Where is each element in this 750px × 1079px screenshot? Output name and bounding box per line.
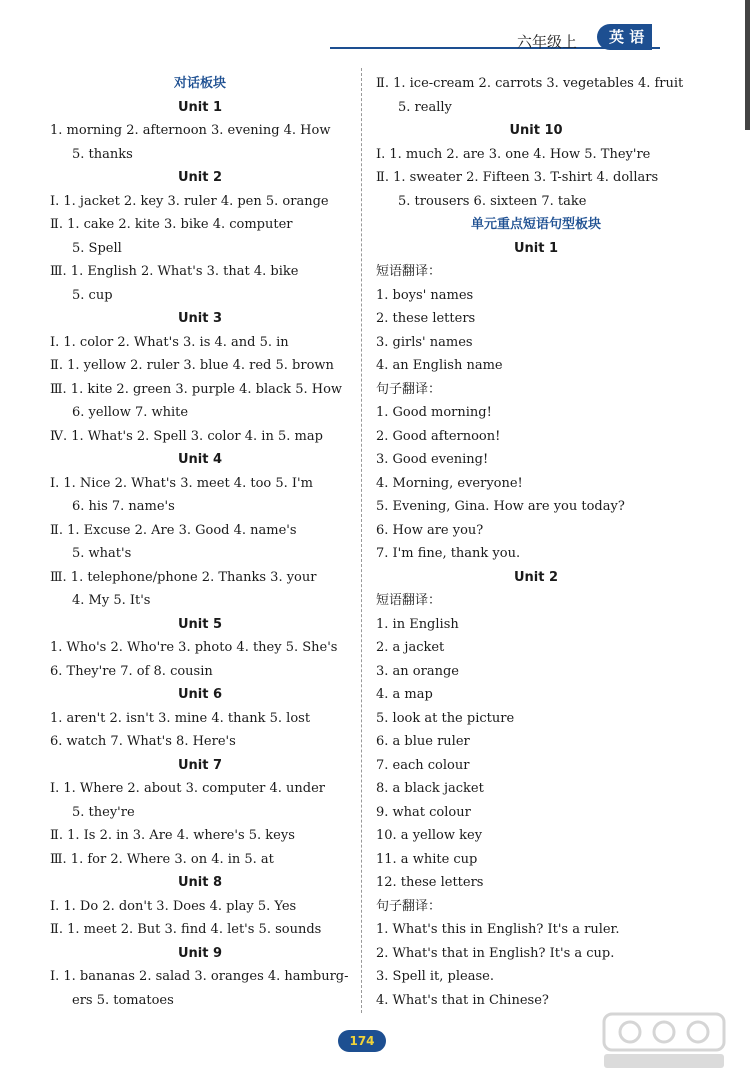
right-answer-line: 8. a black jacket — [376, 781, 484, 796]
right-subheading: 短语翻译： — [376, 264, 442, 279]
header-grade: 六年级上 — [517, 33, 578, 51]
left-answer-line: Ⅲ. 1. telephone/phone 2. Thanks 3. your — [50, 569, 317, 585]
right-subheading: 短语翻译： — [376, 593, 442, 608]
right-unit-heading: Unit 2 — [513, 569, 559, 585]
right-answer-line: 6. How are you? — [376, 522, 484, 538]
right-answer-line: 1. Good morning! — [376, 405, 492, 420]
left-answer-line: 1. morning 2. afternoon 3. evening 4. How — [50, 123, 331, 138]
left-unit-heading: Unit 9 — [177, 945, 223, 961]
right-unit-heading: Unit 10 — [509, 123, 563, 138]
left-answer-line: 5. thanks — [72, 146, 133, 162]
left-answer-line: 5. they're — [72, 804, 135, 820]
right-answer-line: Ⅱ. 1. sweater 2. Fifteen 3. T-shirt 4. dollars — [376, 170, 659, 185]
right-answer-line: 3. Good evening! — [376, 452, 489, 467]
column-divider — [361, 68, 362, 1013]
left-column — [50, 72, 350, 1012]
right-answer-line: 1. What's this in English? It's a ruler. — [376, 922, 620, 937]
left-unit-heading: Unit 1 — [177, 99, 223, 115]
right-answer-line: 4. a map — [376, 687, 433, 702]
right-subheading: 句子翻译： — [376, 898, 442, 914]
right-answer-line: 5. Evening, Gina. How are you today? — [376, 499, 625, 514]
left-unit-heading: Unit 2 — [177, 170, 223, 185]
watermark-logo — [600, 1010, 730, 1072]
right-answer-line: 11. a white cup — [376, 851, 478, 867]
left-answer-line: Ⅰ. 1. bananas 2. salad 3. oranges 4. hamburg- — [50, 969, 349, 984]
left-answer-line: Ⅲ. 1. kite 2. green 3. purple 4. black 5. How — [50, 381, 343, 397]
right-answer-line: 2. Good afternoon! — [376, 428, 501, 444]
left-answer-line: Ⅱ. 1. cake 2. kite 3. bike 4. computer — [50, 217, 293, 232]
left-answer-line: 5. cup — [72, 287, 113, 303]
left-answer-line: ers 5. tomatoes — [72, 992, 174, 1008]
right-answer-line: 3. Spell it, please. — [376, 969, 494, 984]
left-answer-line: 6. They're 7. of 8. cousin — [50, 663, 213, 679]
right-answer-line: 4. an English name — [376, 358, 503, 373]
left-answer-line: Ⅱ. 1. meet 2. But 3. find 4. let's 5. sounds — [50, 922, 322, 937]
left-answer-line: 1. aren't 2. isn't 3. mine 4. thank 5. lost — [50, 710, 311, 726]
left-answer-line: Ⅲ. 1. for 2. Where 3. on 4. in 5. at — [50, 851, 274, 867]
left-answer-line: 5. what's — [72, 546, 132, 561]
left-answer-line: Ⅱ. 1. Is 2. in 3. Are 4. where's 5. keys — [50, 828, 295, 843]
right-answer-line: 5. look at the picture — [376, 710, 515, 726]
left-answer-line: 1. Who's 2. Who're 3. photo 4. they 5. She's — [50, 640, 338, 655]
right-answer-line: 3. girls' names — [376, 334, 473, 350]
left-unit-heading: Unit 3 — [177, 311, 223, 326]
left-answer-line: Ⅲ. 1. English 2. What's 3. that 4. bike — [50, 264, 299, 279]
left-answer-line: Ⅰ. 1. jacket 2. key 3. ruler 4. pen 5. orange — [50, 193, 329, 209]
right-answer-line: 2. What's that in English? It's a cup. — [376, 945, 615, 961]
right-answer-line: 10. a yellow key — [376, 828, 483, 843]
left-answer-line: Ⅱ. 1. yellow 2. ruler 3. blue 4. red 5. brown — [50, 358, 334, 373]
left-answer-line: 6. watch 7. What's 8. Here's — [50, 734, 236, 749]
right-answer-line: 7. I'm fine, thank you. — [376, 546, 521, 561]
left-unit-heading: Unit 5 — [177, 616, 223, 632]
left-answer-line: Ⅰ. 1. color 2. What's 3. is 4. and 5. in — [50, 334, 289, 350]
right-answer-line: 5. trousers 6. sixteen 7. take — [398, 193, 587, 209]
left-answer-line: 5. Spell — [72, 240, 122, 256]
right-answer-line: 12. these letters — [376, 875, 484, 890]
left-answer-line: Ⅱ. 1. Excuse 2. Are 3. Good 4. name's — [50, 522, 297, 538]
right-answer-line: 2. these letters — [376, 311, 476, 326]
right-section-heading: 单元重点短语句型板块 — [470, 217, 601, 232]
right-subheading: 句子翻译： — [376, 381, 442, 397]
left-answer-line: 4. My 5. It's — [72, 593, 151, 608]
right-answer-line: 1. boys' names — [376, 287, 474, 303]
right-unit-heading: Unit 1 — [513, 240, 559, 256]
right-answer-line: Ⅱ. 1. ice-cream 2. carrots 3. vegetables 4. fruit — [376, 76, 684, 91]
right-answer-line: 4. What's that in Chinese? — [376, 992, 549, 1008]
right-answer-line: 5. really — [398, 99, 452, 115]
right-answer-line: 9. what colour — [376, 804, 471, 820]
left-answer-line: Ⅰ. 1. Do 2. don't 3. Does 4. play 5. Yes — [50, 898, 297, 914]
right-answer-line: Ⅰ. 1. much 2. are 3. one 4. How 5. They're — [376, 146, 651, 162]
left-unit-heading: Unit 4 — [177, 452, 223, 467]
header-subject-badge: 英 语 — [597, 24, 652, 50]
left-unit-heading: Unit 7 — [177, 757, 223, 773]
right-answer-line: 6. a blue ruler — [376, 734, 470, 749]
left-answer-line: 6. yellow 7. white — [72, 405, 189, 420]
right-answer-line: 4. Morning, everyone! — [376, 475, 523, 491]
left-answer-line: 6. his 7. name's — [72, 499, 175, 514]
page-number: 174 — [338, 1030, 386, 1052]
left-answer-line: Ⅰ. 1. Nice 2. What's 3. meet 4. too 5. I'm — [50, 475, 313, 491]
left-unit-heading: Unit 8 — [177, 875, 223, 890]
right-answer-line: 7. each colour — [376, 757, 470, 773]
left-unit-heading: Unit 6 — [177, 687, 223, 702]
right-answer-line: 3. an orange — [376, 663, 459, 679]
left-answer-line: Ⅰ. 1. Where 2. about 3. computer 4. under — [50, 781, 326, 796]
left-section-heading: 对话板块 — [173, 76, 226, 91]
right-answer-line: 2. a jacket — [376, 640, 445, 655]
page-edge-bar — [745, 0, 750, 130]
right-column — [376, 72, 696, 1012]
right-answer-line: 1. in English — [376, 616, 459, 632]
left-answer-line: Ⅳ. 1. What's 2. Spell 3. color 4. in 5. map — [50, 428, 323, 444]
